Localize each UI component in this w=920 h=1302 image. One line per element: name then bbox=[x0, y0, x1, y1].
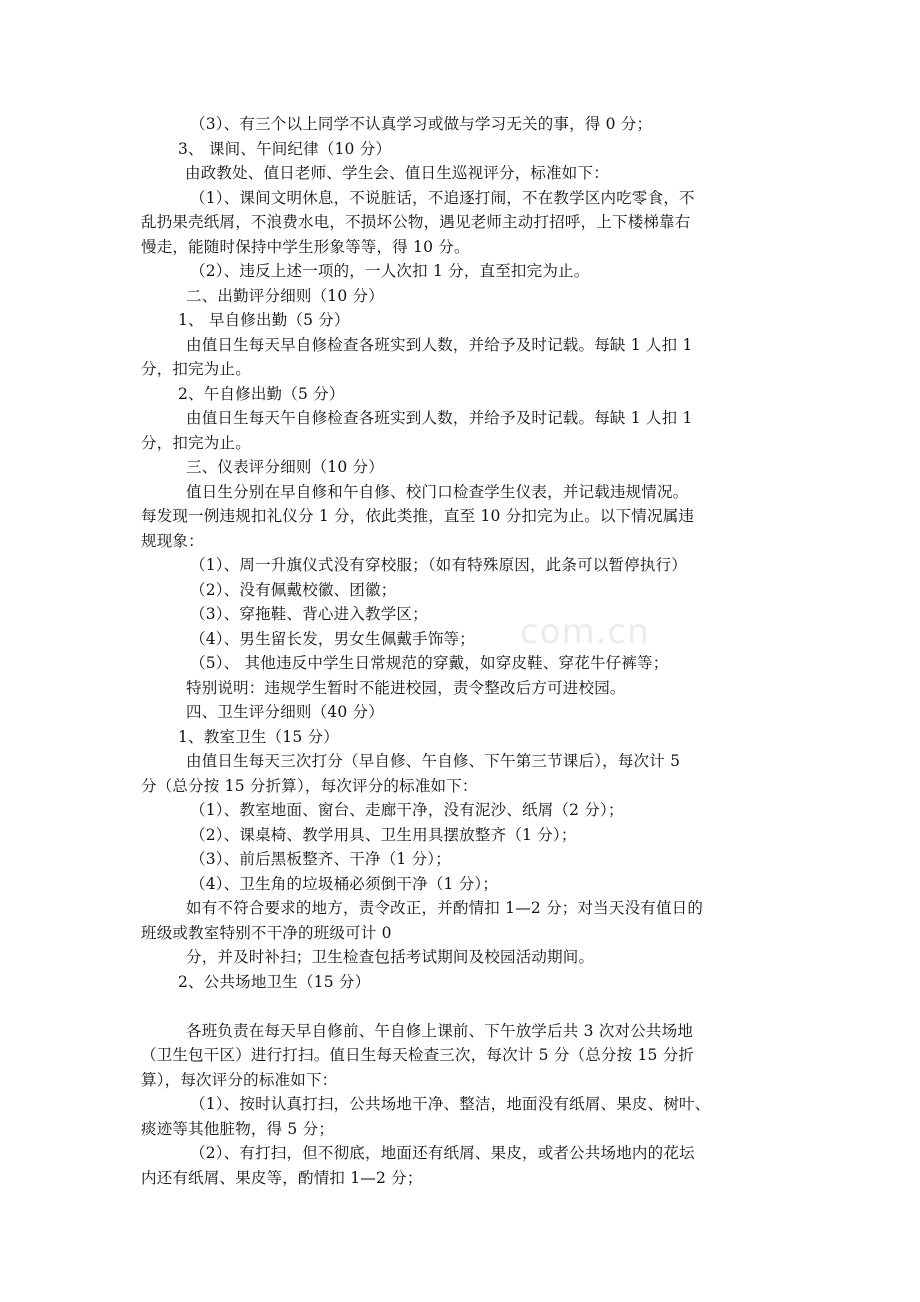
text-line: （4）、卫生角的垃圾桶必须倒干净（1 分）； bbox=[190, 875, 499, 893]
text-line: 分，扣完为止。 bbox=[141, 434, 251, 452]
text-line: （卫生包干区）进行打扫。值日生每天检查三次，每次计 5 分（总分按 15 分折 bbox=[141, 1046, 695, 1064]
text-line: （1）、按时认真打扫，公共场地干净、整洁，地面没有纸屑、果皮、树叶、 bbox=[190, 1095, 711, 1113]
text-line: 值日生分别在早自修和午自修、校门口检查学生仪表，并记载违规情况。 bbox=[186, 483, 689, 501]
text-line: （1）、周一升旗仪式没有穿校服；（如有特殊原因，此条可以暂停执行） bbox=[190, 556, 687, 574]
text-line: 分，并及时补扫；卫生检查包括考试期间及校园活动期间。 bbox=[186, 948, 595, 966]
text-line: 每发现一例违规扣礼仪分 1 分，依此类推，直至 10 分扣完为止。以下情况属违 bbox=[141, 507, 695, 525]
section-heading: 四、卫生评分细则（40 分） bbox=[186, 703, 384, 721]
section-heading: 2、公共场地卫生（15 分） bbox=[178, 973, 371, 991]
text-line: （2）、没有佩戴校徽、团徽； bbox=[190, 581, 397, 599]
text-line: （5）、 其他违反中学生日常规范的穿戴，如穿皮鞋、穿花牛仔裤等； bbox=[190, 654, 669, 672]
text-line: 由值日生每天三次打分（早自修、午自修、下午第三节课后），每次计 5 bbox=[186, 752, 681, 770]
text-line: 班级或教室特别不干净的班级可计 0 bbox=[141, 924, 392, 942]
text-line: 由政教处、值日老师、学生会、值日生巡视评分，标准如下： bbox=[185, 164, 609, 182]
text-line: 各班负责在每天早自修前、午自修上课前、下午放学后共 3 次对公共场地 bbox=[186, 1022, 694, 1040]
watermark: com.cn bbox=[520, 612, 650, 652]
section-heading: 1、教室卫生（15 分） bbox=[178, 728, 339, 746]
section-heading: 2、午自修出勤（5 分） bbox=[178, 385, 345, 403]
text-line: （1）、教室地面、窗台、走廊干净，没有泥沙、纸屑（2 分）； bbox=[190, 801, 624, 819]
text-line: （3）、穿拖鞋、背心进入教学区； bbox=[190, 605, 428, 623]
section-heading: 1、 早自修出勤（5 分） bbox=[178, 311, 350, 329]
text-line: （2）、有打扫，但不彻底，地面还有纸屑、果皮，或者公共场地内的花坛 bbox=[190, 1144, 695, 1162]
text-line: 乱扔果壳纸屑，不浪费水电，不损坏公物，遇见老师主动打招呼，上下楼梯靠右 bbox=[141, 213, 691, 231]
text-line: 算），每次评分的标准如下： bbox=[141, 1071, 338, 1089]
text-line: （2）、课桌椅、教学用具、卫生用具摆放整齐（1 分）； bbox=[190, 826, 577, 844]
text-line: 由值日生每天午自修检查各班实到人数，并给予及时记载。每缺 1 人扣 1 bbox=[186, 409, 693, 427]
section-heading: 二、出勤评分细则（10 分） bbox=[186, 287, 384, 305]
text-line: 慢走，能随时保持中学生形象等等，得 10 分。 bbox=[141, 238, 470, 256]
section-heading: 3、 课间、午间纪律（10 分） bbox=[178, 140, 392, 158]
text-line: （3）、前后黑板整齐、干净（1 分）； bbox=[190, 850, 451, 868]
text-line: 分（总分按 15 分折算），每次评分的标准如下： bbox=[141, 777, 478, 795]
text-line: 痰迹等其他脏物，得 5 分； bbox=[141, 1120, 335, 1138]
text-line: 分，扣完为止。 bbox=[141, 360, 251, 378]
text-line: 如有不符合要求的地方，责令改正，并酌情扣 1—2 分；对当天没有值日的 bbox=[186, 899, 704, 917]
text-line: 内还有纸屑、果皮等，酌情扣 1—2 分； bbox=[141, 1169, 423, 1187]
text-line: （1）、课间文明休息，不说脏话，不追逐打闹，不在教学区内吃零食，不 bbox=[190, 189, 695, 207]
section-heading: 三、仪表评分细则（10 分） bbox=[186, 458, 384, 476]
text-line: 由值日生每天早自修检查各班实到人数，并给予及时记载。每缺 1 人扣 1 bbox=[186, 336, 693, 354]
text-line: 规现象： bbox=[141, 532, 204, 550]
text-line: （4）、男生留长发，男女生佩戴手饰等； bbox=[190, 630, 475, 648]
text-line: 特别说明：违规学生暂时不能进校园，责令整改后方可进校园。 bbox=[186, 679, 626, 697]
text-line: （2）、违反上述一项的，一人次扣 1 分，直至扣完为止。 bbox=[190, 262, 590, 280]
text-line: （3）、有三个以上同学不认真学习或做与学习无关的事，得 0 分； bbox=[190, 115, 653, 133]
